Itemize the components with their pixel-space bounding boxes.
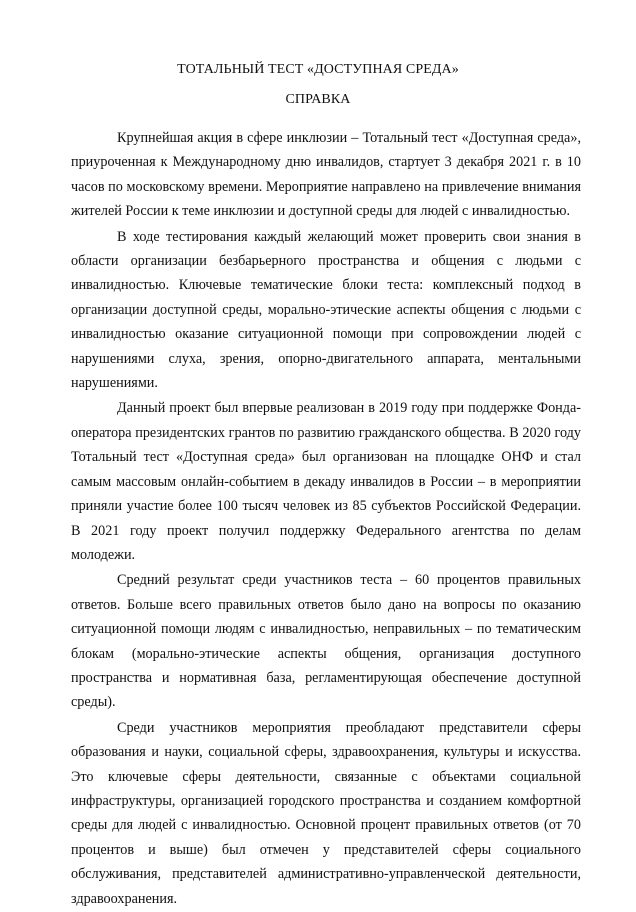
paragraph-participants: Среди участников мероприятия преобладают представители сферы образования и науки, социальной сферы, здравоохранения, культуры и искусства. Это ключевые сферы деятельности, связанные с объектами социальной инфраструктуры, организацией городского пространства и созданием комфортной среды для людей с инвалидностью. Основной процент правильных ответов (от 70 процентов и выше) был отмечен у представителей сферы социального обслуживания, представителей административно-управленческой деятельности, здравоохранения. bbox=[71, 719, 581, 907]
paragraph-results: Средний результат среди участников теста – 60 процентов правильных ответов. Больше всего правильных ответов было дано на вопросы по оказанию ситуационной помощи людям с инвалидностью, неправильных – по тематическим блокам (морально-этические аспекты общения, организация доступного пространства и нормативная база, регламентирующая обеспечение доступной среды). bbox=[71, 572, 581, 711]
document-body bbox=[71, 126, 581, 912]
paragraph-history: Данный проект был впервые реализован в 2019 году при поддержке Фонда-оператора президентских грантов по развитию гражданского общества. В 2020 году Тотальный тест «Доступная среда» был организован на площадке ОНФ и стал самым массовым онлайн-событием в декаду инвалидов в России – в мероприятии приняли участие более 100 тысяч человек из 85 субъектов Российской Федерации. В 2021 году проект получил поддержку Федерального агентства по делам молодежи. bbox=[71, 400, 581, 563]
document-title: ТОТАЛЬНЫЙ ТЕСТ «ДОСТУПНАЯ СРЕДА» bbox=[177, 62, 459, 77]
document-subtitle: СПРАВКА bbox=[285, 92, 351, 107]
paragraph-intro: Крупнейшая акция в сфере инклюзии – Тотальный тест «Доступная среда», приуроченная к Международному дню инвалидов, стартует 3 декабря 2021 г. в 10 часов по московскому времени. Мероприятие направлено на привлечение внимания жителей России к теме инклюзии и доступной среды для людей с инвалидностью. bbox=[71, 130, 581, 220]
paragraph-testing: В ходе тестирования каждый желающий может проверить свои знания в области организации безбарьерного пространства и общения с людьми с инвалидностью. Ключевые тематические блоки теста: комплексный подход в организации доступной среды, морально-этические аспекты общения с людьми с инвалидностью оказание ситуационной помощи при сопровождении людей с нарушениями слуха, зрения, опорно-двигательного аппарата, ментальными нарушениями. bbox=[71, 228, 581, 392]
